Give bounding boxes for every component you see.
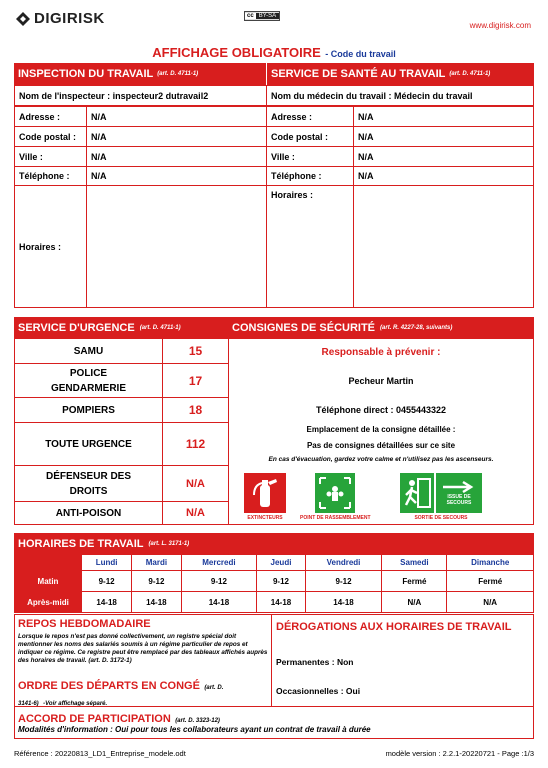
hours-cell: 14-18 xyxy=(181,592,257,613)
digirisk-logo-icon xyxy=(15,11,31,27)
health-label-city: Ville : xyxy=(266,146,354,167)
inspection-value-phone: N/A xyxy=(86,166,267,186)
emergency-title-bar xyxy=(14,317,228,338)
inspection-value-address: N/A xyxy=(86,106,267,127)
inspection-label-address: Adresse : xyxy=(14,106,87,127)
emergency-label-firefighters: POMPIERS xyxy=(14,397,163,423)
health-value-postal: N/A xyxy=(353,126,534,147)
hours-cell: 9-12 xyxy=(305,571,382,592)
day-header: Vendredi xyxy=(305,555,382,571)
safety-title: CONSIGNES DE SÉCURITÉ xyxy=(232,321,376,334)
page-title-sub: - Code du travail xyxy=(325,49,396,59)
agreement-ref: (art. D. 3323-12) xyxy=(175,718,220,724)
hours-ref: (art. L. 3171-1) xyxy=(148,540,190,547)
brand-name: DIGIRISK xyxy=(34,10,105,27)
doctor-name: Nom du médecin du travail : Médecin du travail xyxy=(266,85,534,106)
responsible-label: Responsable à prévenir : xyxy=(321,347,441,358)
extinguisher-label: EXTINCTEURS xyxy=(247,515,283,521)
emergency-label-poison: ANTI-POISON xyxy=(14,501,163,525)
leave-title: ORDRE DES DÉPARTS EN CONGÉ xyxy=(18,680,200,692)
detail-location-label: Emplacement de la consigne détaillée : xyxy=(306,425,456,434)
emergency-ref: (art. D. 4711-1) xyxy=(139,324,181,331)
derogations-permanent: Permanentes : Non xyxy=(276,657,354,667)
health-value-hours xyxy=(353,185,534,308)
inspection-ref: (art. D. 4711-1) xyxy=(157,71,199,77)
evacuation-note: En cas d'évacuation, gardez votre calme et n'utilisez pas les ascenseurs. xyxy=(268,456,494,463)
hours-cell: 14-18 xyxy=(82,592,132,613)
emergency-exit-icon xyxy=(400,473,434,513)
hours-cell: 9-12 xyxy=(82,571,132,592)
inspector-name: Nom de l'inspecteur : inspecteur2 dutravail2 xyxy=(14,85,267,106)
exit-panel-text: ISSUE DE SECOURS xyxy=(446,494,472,506)
health-label-postal: Code postal : xyxy=(266,126,354,147)
safety-title-bar xyxy=(228,317,534,338)
page-title-main: AFFICHAGE OBLIGATOIRE xyxy=(152,45,321,60)
inspection-value-hours xyxy=(86,185,267,308)
day-header: Mercredi xyxy=(181,555,257,571)
day-header: Mardi xyxy=(132,555,181,571)
emergency-value-all: 112 xyxy=(162,422,229,466)
cc-icon: cc xyxy=(247,13,254,19)
emergency-value-poison: N/A xyxy=(162,501,229,525)
inspection-value-postal: N/A xyxy=(86,126,267,147)
hours-cell: 9-12 xyxy=(257,571,305,592)
assembly-sign xyxy=(300,473,371,521)
day-header: Jeudi xyxy=(257,555,305,571)
health-title-bar xyxy=(267,63,534,85)
inspection-label-hours: Horaires : xyxy=(14,185,87,308)
health-value-city: N/A xyxy=(353,146,534,167)
health-label-address: Adresse : xyxy=(266,106,354,127)
license-text: BY-SA xyxy=(256,13,279,19)
inspection-label-phone: Téléphone : xyxy=(14,166,87,186)
emergency-value-firefighters: 18 xyxy=(162,397,229,423)
emergency-title: SERVICE D'URGENCE xyxy=(18,321,135,334)
inspection-label-postal: Code postal : xyxy=(14,126,87,147)
hours-cell: N/A xyxy=(447,592,534,613)
hours-title-bar xyxy=(14,533,534,554)
exit-label: SORTIE DE SECOURS xyxy=(414,515,468,521)
hours-cell: 9-12 xyxy=(132,571,181,592)
hours-corner xyxy=(15,555,82,571)
hours-cell: 14-18 xyxy=(257,592,305,613)
hours-cell: N/A xyxy=(382,592,447,613)
health-value-address: N/A xyxy=(353,106,534,127)
hours-cell: 14-18 xyxy=(132,592,181,613)
leave-ref: (art. D. xyxy=(204,685,224,691)
emergency-label-police: POLICE GENDARMERIE xyxy=(14,363,163,398)
emergency-label-all: TOUTE URGENCE xyxy=(14,422,163,466)
hours-table xyxy=(14,554,534,613)
derogations-title: DÉROGATIONS AUX HORAIRES DE TRAVAIL xyxy=(276,621,512,633)
extinguisher-sign xyxy=(244,473,286,521)
page-title xyxy=(0,44,548,62)
health-title: SERVICE DE SANTÉ AU TRAVAIL xyxy=(271,68,446,80)
hours-cell: Fermé xyxy=(447,571,534,592)
emergency-value-police: 17 xyxy=(162,363,229,398)
rest-text: Lorsque le repos n'est pas donné collectivement, un registre spécial doit mentionner les noms des salariés soumis à un régime particulier de repos et indiquer ce régime. Ce registre peut être remplacé par des tableaux affichés auprès des horaires de travail. (art. D. 3172-1) xyxy=(18,633,268,664)
morning-label: Matin xyxy=(15,571,82,592)
assembly-point-icon xyxy=(315,473,355,513)
leave-ref-2: 3141-6) xyxy=(18,701,39,707)
health-value-phone: N/A xyxy=(353,166,534,186)
agreement-title: ACCORD DE PARTICIPATION xyxy=(18,713,171,725)
emergency-label-defender: DÉFENSEUR DES DROITS xyxy=(14,465,163,502)
rest-title: REPOS HEBDOMADAIRE xyxy=(18,618,151,630)
brand-logo xyxy=(15,10,105,27)
health-ref: (art. D. 4711-1) xyxy=(449,71,491,77)
emergency-value-defender: N/A xyxy=(162,465,229,502)
footer-reference: Référence : 20220813_LD1_Entreprise_modele.odt xyxy=(14,749,186,758)
leave-text: -Voir affichage séparé. xyxy=(43,701,108,707)
responsible-name: Pecheur Martin xyxy=(348,376,414,386)
emergency-label-samu: SAMU xyxy=(14,338,163,364)
inspection-title-bar xyxy=(14,63,266,85)
hours-title: HORAIRES DE TRAVAIL xyxy=(18,537,144,550)
safety-ref: (art. R. 4227-28, suivants) xyxy=(380,324,453,331)
footer-version: modèle version : 2.2.1-20220721 - Page :1/3 xyxy=(385,749,534,758)
afternoon-label: Après-midi xyxy=(15,592,82,613)
health-label-hours: Horaires : xyxy=(266,185,354,308)
arrow-right-icon xyxy=(441,480,477,494)
inspection-value-city: N/A xyxy=(86,146,267,167)
website-link[interactable]: www.digirisk.com xyxy=(469,21,531,30)
inspection-label-city: Ville : xyxy=(14,146,87,167)
hours-cell: 9-12 xyxy=(181,571,257,592)
assembly-label: POINT DE RASSEMBLEMENT xyxy=(300,515,371,521)
license-badge xyxy=(244,11,280,21)
day-header: Samedi xyxy=(382,555,447,571)
derogations-occasional: Occasionnelles : Oui xyxy=(276,686,361,696)
exit-arrow-panel xyxy=(436,473,482,513)
detail-location-value: Pas de consignes détaillées sur ce site xyxy=(306,441,456,450)
health-label-phone: Téléphone : xyxy=(266,166,354,186)
agreement-text: Modalités d'information : Oui pour tous les collaborateurs ayant un contrat de travail à durée xyxy=(18,725,371,734)
day-header: Lundi xyxy=(82,555,132,571)
hours-cell: 14-18 xyxy=(305,592,382,613)
inspection-title: INSPECTION DU TRAVAIL xyxy=(18,68,154,80)
day-header: Dimanche xyxy=(447,555,534,571)
emergency-value-samu: 15 xyxy=(162,338,229,364)
fire-extinguisher-icon xyxy=(244,473,286,513)
direct-phone: Téléphone direct : 0455443322 xyxy=(315,405,447,415)
hours-cell: Fermé xyxy=(382,571,447,592)
exit-sign xyxy=(400,473,482,521)
